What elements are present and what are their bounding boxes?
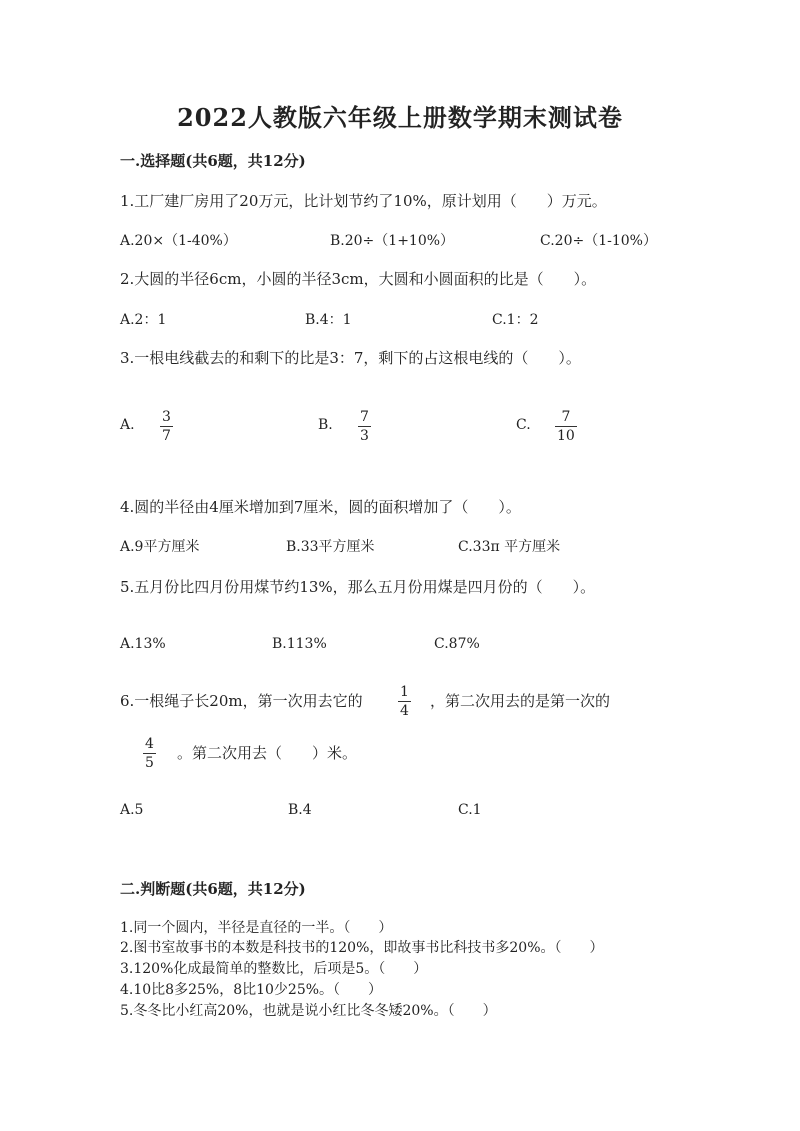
question-6-part-c: 。第二次用去（ ）米。 <box>177 744 358 762</box>
q3-option-a-numerator: 3 <box>162 409 171 425</box>
tf-item-1: 1.同一个圆内，半径是直径的一半。（ ） <box>120 920 393 936</box>
question-2: 2.大圆的半径6cm，小圆的半径3cm，大圆和小圆面积的比是（ ）。 <box>120 270 597 288</box>
q1-option-c: C.20÷（1-10%） <box>540 233 657 249</box>
tf-item-3: 3.120%化成最简单的整数比，后项是5。（ ） <box>120 961 428 977</box>
q5-option-b: B.113% <box>272 636 327 652</box>
question-6-part-b: ，第二次用去的是第一次的 <box>430 692 611 710</box>
q3-option-c-numerator: 7 <box>561 409 571 425</box>
q6-fraction-one-quarter <box>398 684 411 719</box>
fraction-bar <box>358 426 371 427</box>
tf-item-2: 2.图书室故事书的本数是科技书的120%，即故事书比科技书多20%。（ ） <box>120 940 604 956</box>
fraction-bar <box>160 426 173 427</box>
fraction-bar <box>555 426 577 427</box>
q3-option-c-denominator: 10 <box>557 428 575 444</box>
q2-option-a: A.2：1 <box>120 312 167 328</box>
q3-option-b-fraction <box>358 409 371 444</box>
section-heading-choice: 一.选择题(共6题，共12分) <box>120 152 306 170</box>
q3-option-c-label: C. <box>516 417 531 433</box>
question-5: 5.五月份比四月份用煤节约13%，那么五月份用煤是四月份的（ ）。 <box>120 578 596 596</box>
tf-item-5: 5.冬冬比小红高20%，也就是说小红比冬冬矮20%。（ ） <box>120 1003 497 1019</box>
question-4: 4.圆的半径由4厘米增加到7厘米，圆的面积增加了（ ）。 <box>120 498 521 516</box>
q1-option-a: A.20×（1-40%） <box>120 233 237 249</box>
q2-option-b: B.4：1 <box>305 312 352 328</box>
q3-option-b-denominator: 3 <box>360 428 369 444</box>
q3-option-b-numerator: 7 <box>360 409 369 425</box>
fraction-bar <box>398 701 411 702</box>
page-title: 2022人教版六年级上册数学期末测试卷 <box>177 103 623 132</box>
q6-fraction-2-denominator: 5 <box>145 755 154 771</box>
q4-option-b: B.33平方厘米 <box>286 539 375 555</box>
q6-fraction-four-fifths <box>143 736 156 771</box>
q6-fraction-1-denominator: 4 <box>400 703 409 719</box>
fraction-bar <box>143 753 156 754</box>
section-heading-true-false: 二.判断题(共6题，共12分) <box>120 880 306 898</box>
q5-option-a: A.13% <box>120 636 166 652</box>
question-3: 3.一根电线截去的和剩下的比是3：7，剩下的占这根电线的（ ）。 <box>120 349 581 367</box>
q3-option-c-fraction <box>555 409 577 444</box>
q3-option-a-denominator: 7 <box>162 428 171 444</box>
q4-option-a: A.9平方厘米 <box>120 539 200 555</box>
q6-fraction-2-numerator: 4 <box>145 736 154 752</box>
q1-option-b: B.20÷（1+10%） <box>330 233 455 249</box>
q6-fraction-1-numerator: 1 <box>400 684 409 700</box>
q3-option-a-label: A. <box>120 417 135 433</box>
q6-option-c: C.1 <box>458 802 482 818</box>
question-1: 1.工厂建厂房用了20万元，比计划节约了10%，原计划用（ ）万元。 <box>120 192 607 210</box>
q6-option-a: A.5 <box>120 802 144 818</box>
question-6-part-a: 6.一根绳子长20m，第一次用去它的 <box>120 692 363 710</box>
tf-item-4: 4.10比8多25%，8比10少25%。（ ） <box>120 982 383 998</box>
q3-option-a-fraction <box>160 409 173 444</box>
q4-option-c: C.33π 平方厘米 <box>458 539 561 555</box>
q6-option-b: B.4 <box>288 802 312 818</box>
q5-option-c: C.87% <box>434 636 480 652</box>
q3-option-b-label: B. <box>318 417 333 433</box>
q2-option-c: C.1：2 <box>492 312 539 328</box>
